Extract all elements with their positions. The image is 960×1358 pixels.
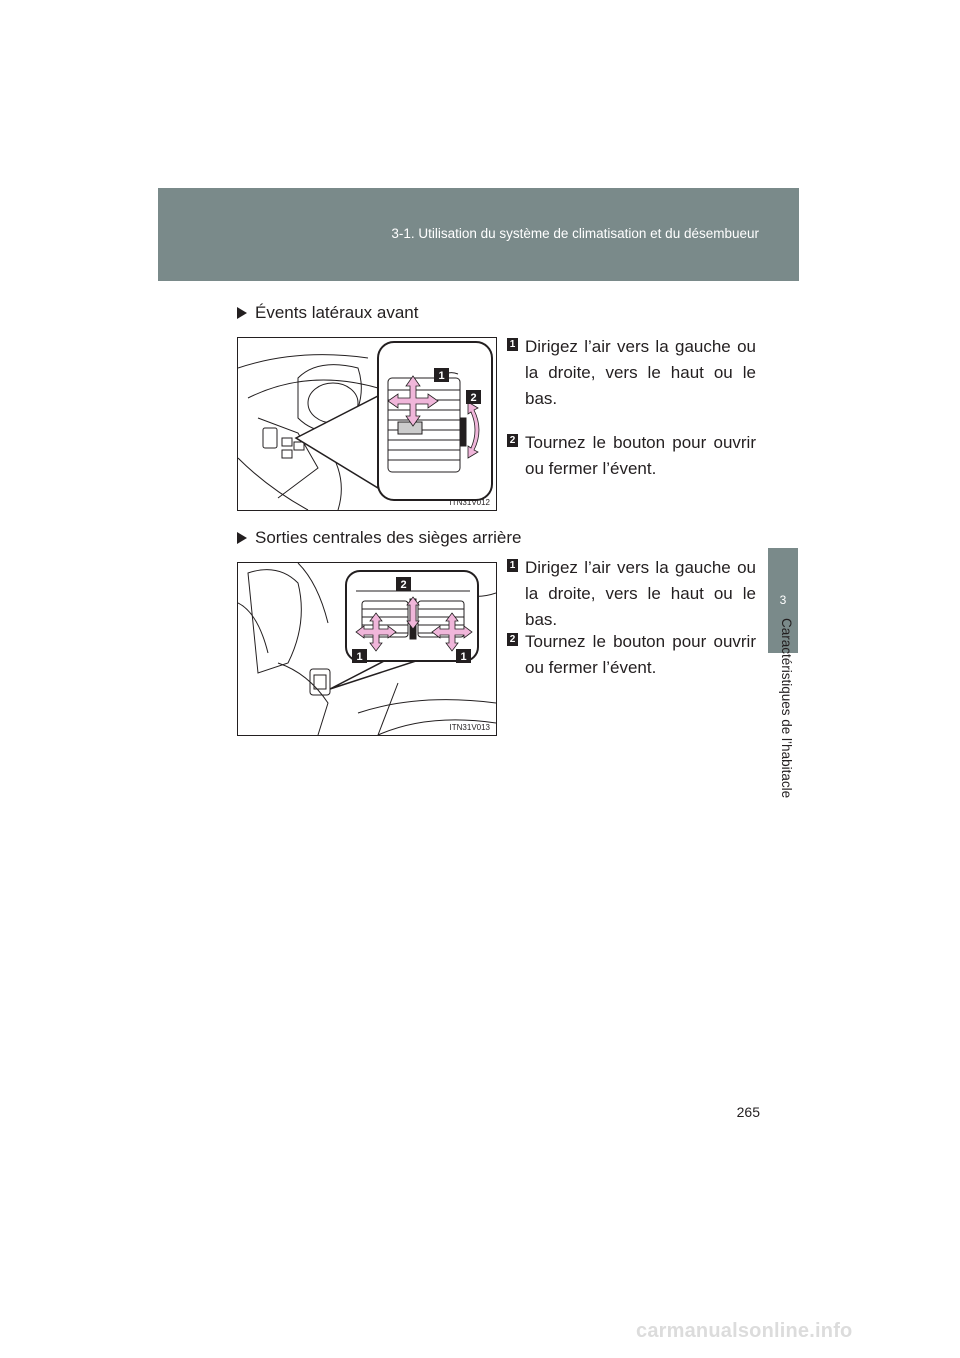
step-item <box>507 334 756 412</box>
figure-id: ITN31V013 <box>449 723 490 732</box>
triangle-bullet-icon <box>237 307 247 319</box>
step-number: 1 <box>507 559 518 572</box>
triangle-bullet-icon <box>237 532 247 544</box>
chapter-header <box>158 188 799 281</box>
callout-1: 1 <box>438 370 445 382</box>
step-text: Dirigez l’air vers la gauche ou la droite, vers le haut ou le bas. <box>525 558 756 629</box>
figure-rear-center-vent <box>237 562 497 736</box>
chapter-number: 3 <box>779 593 787 607</box>
header-title: 3-1. Utilisation du système de climatisation et du désembueur <box>391 226 759 241</box>
front-vent-illustration <box>238 338 496 510</box>
step-item <box>507 430 756 482</box>
step-number: 2 <box>507 434 518 447</box>
section-title-text: Évents latéraux avant <box>255 303 419 322</box>
section-title-text: Sorties centrales des sièges arrière <box>255 528 522 547</box>
watermark: carmanualsonline.info <box>636 1320 853 1342</box>
callout-2: 2 <box>400 579 407 591</box>
callout-1: 1 <box>356 651 363 663</box>
step-item <box>507 629 756 681</box>
chapter-side-label: Caractéristiques de l’habitacle <box>779 618 794 799</box>
step-number: 1 <box>507 338 518 351</box>
step-text: Tournez le bouton pour ouvrir ou fermer l’évent. <box>525 433 756 478</box>
section-title-front-vents <box>237 303 418 323</box>
callout-1: 1 <box>460 651 467 663</box>
page-number: 265 <box>736 1104 760 1120</box>
figure-front-side-vent <box>237 337 497 511</box>
step-number: 2 <box>507 633 518 646</box>
callout-2: 2 <box>470 392 477 404</box>
step-text: Tournez le bouton pour ouvrir ou fermer l’évent. <box>525 632 756 677</box>
figure-id: ITN31V012 <box>449 498 490 507</box>
step-text: Dirigez l’air vers la gauche ou la droite, vers le haut ou le bas. <box>525 337 756 408</box>
rear-vent-illustration <box>238 563 496 735</box>
step-item <box>507 555 756 633</box>
section-title-rear-vents <box>237 528 521 548</box>
